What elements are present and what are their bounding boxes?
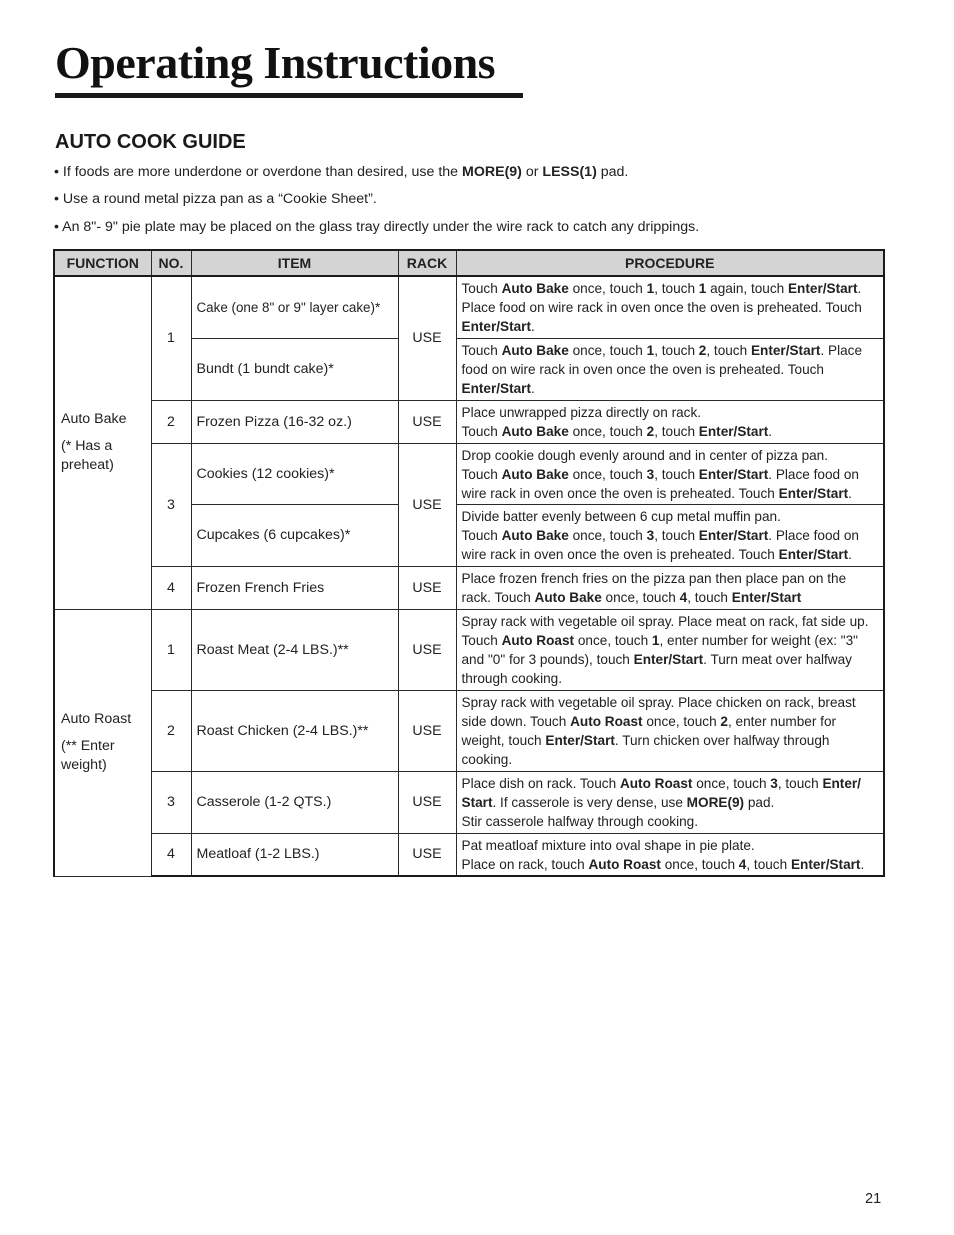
bold-text: 3 [646, 527, 655, 543]
procedure-cell: Pat meatloaf mixture into oval shape in pie plate. Place on rack, touch Auto Roast once, touch 4, touch Enter/Start. [456, 833, 884, 876]
no-cell: 4 [151, 566, 191, 609]
bold-text: Enter/Start [633, 651, 704, 667]
no-cell: 3 [151, 771, 191, 833]
bold-text: Enter/Start [698, 423, 769, 439]
item-cell: Casserole (1-2 QTS.) [191, 771, 398, 833]
item-cell: Meatloaf (1-2 LBS.) [191, 833, 398, 876]
bold-text: Enter/Start [750, 342, 821, 358]
bold-text: MORE(9) [686, 794, 745, 810]
bold-text: Enter/Start [778, 485, 849, 501]
title-underline [55, 93, 523, 98]
header-item: ITEM [191, 250, 398, 276]
no-cell: 1 [151, 609, 191, 690]
procedure-cell: Drop cookie dough evenly around and in center of pizza pan. Touch Auto Bake once, touch 3, touch Enter/Start. Place food on wire rack in oven once the oven is preheated. Touch Enter/Start. [456, 443, 884, 504]
bold-text: Auto Bake [501, 527, 569, 543]
table-row [54, 400, 884, 443]
bold-text: Auto Roast [570, 713, 643, 729]
item-cell: Frozen French Fries [191, 566, 398, 609]
bold-text: LESS(1) [542, 164, 597, 180]
procedure-cell: Spray rack with vegetable oil spray. Place meat on rack, fat side up. Touch Auto Roast once, touch 1, enter number for weight (ex: "3" and "0" for 3 pounds), touch Enter/Start. Turn meat over halfway through cooking. [456, 609, 884, 690]
bold-text: Enter/ Start [461, 775, 861, 810]
procedure-cell: Touch Auto Bake once, touch 1, touch 1 again, touch Enter/Start. Place food on wire rack in oven once the oven is preheated. Touch Enter/Start. [456, 276, 884, 338]
bold-text: 1 [646, 281, 655, 296]
procedure-cell: Touch Auto Bake once, touch 1, touch 2, touch Enter/Start. Place food on wire rack in oven once the oven is preheated. Touch Enter/Start. [456, 338, 884, 400]
procedure-cell: Divide batter evenly between 6 cup metal muffin pan. Touch Auto Bake once, touch 3, touch Enter/Start. Place food on wire rack in oven once the oven is preheated. Touch Enter/Start. [456, 504, 884, 566]
bold-text: Enter/Start [790, 856, 861, 872]
table-row [54, 276, 884, 338]
bold-text: Auto Bake [501, 281, 569, 296]
bullet-pizza-pan: • Use a round metal pizza pan as a “Cookie Sheet”. [54, 191, 377, 207]
bold-text: Auto Roast [501, 632, 575, 648]
header-no: NO. [151, 250, 191, 276]
bold-text: 2 [720, 713, 728, 729]
no-cell: 4 [151, 833, 191, 876]
table-row [54, 833, 884, 876]
no-cell: 2 [151, 690, 191, 771]
bold-text: 1 [698, 281, 707, 296]
bold-text: Enter/Start [787, 281, 858, 296]
procedure-cell: Place dish on rack. Touch Auto Roast once, touch 3, touch Enter/ Start. If casserole is very dense, use MORE(9) pad. Stir casserole halfway through cooking. [456, 771, 884, 833]
rack-cell: USE [398, 400, 456, 443]
table-row [54, 690, 884, 771]
procedure-cell: Place unwrapped pizza directly on rack. Touch Auto Bake once, touch 2, touch Enter/Start. [456, 400, 884, 443]
item-cell: Cookies (12 cookies)* [191, 443, 398, 504]
bold-text: Enter/Start [698, 466, 769, 482]
item-cell: Cupcakes (6 cupcakes)* [191, 504, 398, 566]
bold-text: 3 [770, 775, 778, 791]
header-function: FUNCTION [54, 250, 151, 276]
rack-cell: USE [398, 566, 456, 609]
rack-cell: USE [398, 443, 456, 566]
item-cell: Cake (one 8" or 9" layer cake)* [191, 276, 398, 338]
bullet-more-less: • If foods are more underdone or overdone than desired, use the MORE(9) or LESS(1) pad. [54, 164, 629, 180]
page-number: 21 [865, 1191, 882, 1207]
bold-text: Enter/Start [731, 589, 802, 605]
header-procedure: PROCEDURE [456, 250, 884, 276]
bold-text: 4 [679, 589, 688, 605]
rack-cell: USE [398, 771, 456, 833]
function-cell-auto-roast [54, 609, 151, 876]
bold-text: Enter/Start [461, 380, 531, 396]
bold-text: 1 [646, 342, 655, 358]
function-name: Auto Roast [61, 711, 132, 727]
bold-text: Auto Roast [619, 775, 693, 791]
table-row [54, 771, 884, 833]
bold-text: Auto Bake [501, 423, 569, 439]
bold-text: 2 [646, 423, 655, 439]
bold-text: Auto Bake [501, 342, 569, 358]
no-cell: 1 [151, 276, 191, 400]
item-cell: Frozen Pizza (16-32 oz.) [191, 400, 398, 443]
bold-text: Auto Roast [588, 856, 661, 872]
table-row [54, 443, 884, 504]
bold-text: 1 [651, 632, 660, 648]
rack-cell: USE [398, 276, 456, 400]
header-rack: RACK [398, 250, 456, 276]
table-row [54, 566, 884, 609]
procedure-cell: Place frozen french fries on the pizza pan then place pan on the rack. Touch Auto Bake once, touch 4, touch Enter/Start [456, 566, 884, 609]
function-name: Auto Bake [61, 411, 127, 428]
page-title: Operating Instructions [55, 37, 496, 88]
procedure-cell: Spray rack with vegetable oil spray. Place chicken on rack, breast side down. Touch Auto Roast once, touch 2, enter number for weight, touch Enter/Start. Turn chicken over halfway through cooking. [456, 690, 884, 771]
item-cell: Roast Meat (2-4 LBS.)** [191, 609, 398, 690]
bold-text: 4 [738, 856, 747, 872]
table-row [54, 609, 884, 690]
bold-text: Enter/Start [545, 732, 615, 748]
rack-cell: USE [398, 609, 456, 690]
bold-text: MORE(9) [462, 164, 522, 180]
bold-text: Auto Bake [501, 466, 569, 482]
function-note: (* Has a preheat) [61, 438, 114, 474]
table-header-row [54, 250, 884, 276]
rack-cell: USE [398, 833, 456, 876]
item-cell: Bundt (1 bundt cake)* [191, 338, 398, 400]
function-cell-auto-bake [54, 276, 151, 609]
bold-text: Auto Bake [534, 589, 602, 605]
rack-cell: USE [398, 690, 456, 771]
bold-text: 3 [646, 466, 655, 482]
item-cell: Roast Chicken (2-4 LBS.)** [191, 690, 398, 771]
auto-cook-table [53, 249, 885, 877]
bold-text: Enter/Start [461, 319, 531, 334]
bullet-pie-plate: • An 8"- 9" pie plate may be placed on the glass tray directly under the wire rack to catch any drippings. [54, 219, 700, 235]
no-cell: 2 [151, 400, 191, 443]
bold-text: Enter/Start [698, 527, 769, 543]
bold-text: Enter/Start [778, 546, 849, 562]
function-note: (** Enter weight) [61, 738, 115, 773]
bold-text: 2 [698, 342, 707, 358]
no-cell: 3 [151, 443, 191, 566]
section-heading: AUTO COOK GUIDE [55, 131, 246, 153]
